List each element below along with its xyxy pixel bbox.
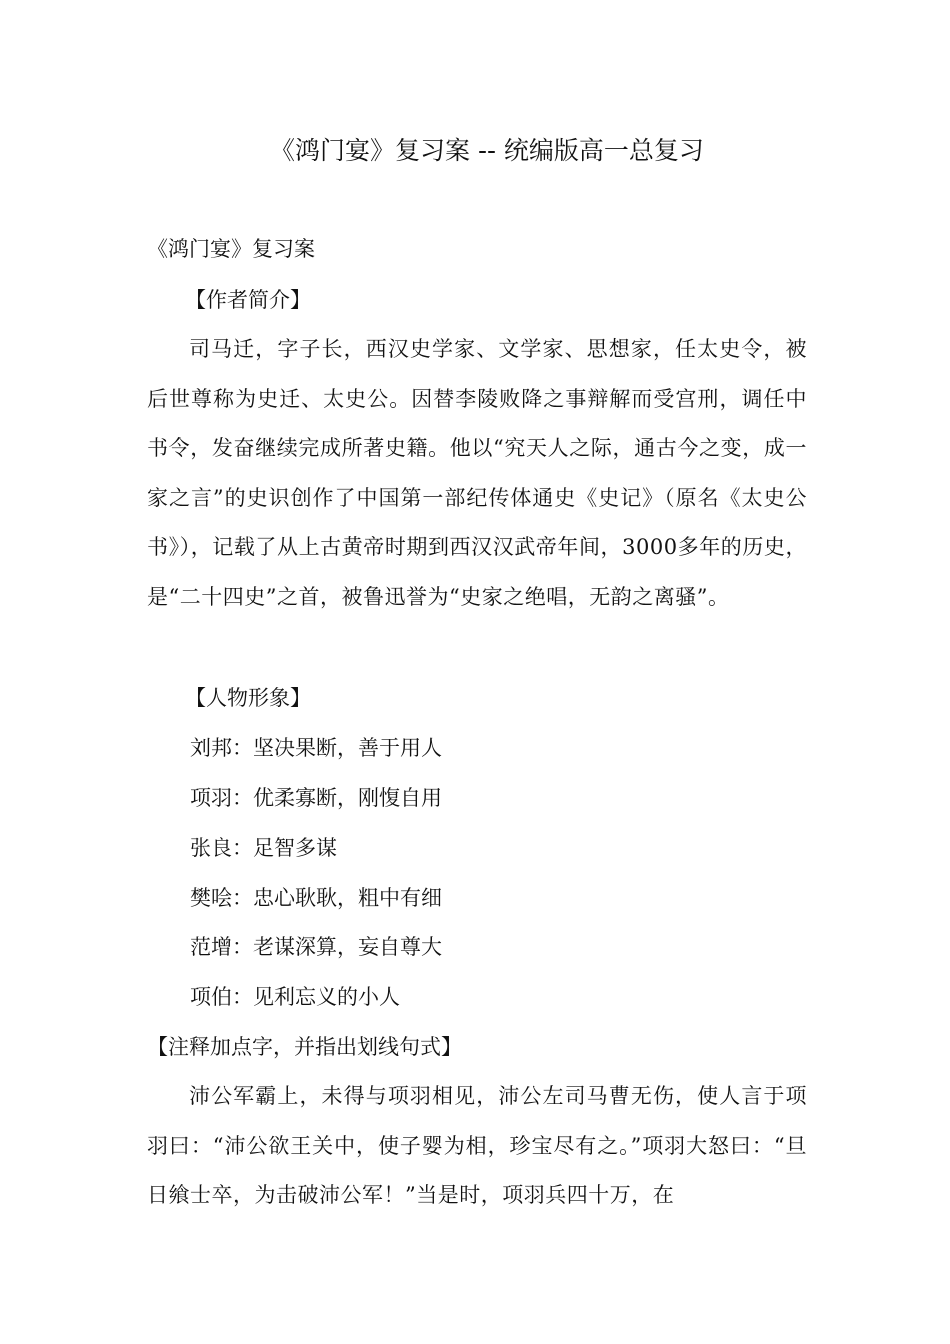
character-item: 樊哙：忠心耿耿，粗中有细 xyxy=(190,886,442,910)
author-paragraph: 司马迁，字子长，西汉史学家、文学家、思想家，任太史令，被后世尊称为史迁、太史公。因替李陵败降之事辩解而受宫刑，调任中书令，发奋继续完成所著史籍。他以“究天人之际，通古今之变，成一家之言”的史识创作了中国第一部纪传体通史《史记》（原名《太史公书》），记载了从上古黄帝时期到西汉汉武帝年间，3000多年的历史，是“二十四史”之首，被鲁迅誉为“史家之绝唱，无韵之离骚”。 xyxy=(147,337,807,609)
section-heading-characters: 【人物形象】 xyxy=(185,686,311,710)
passage-paragraph: 沛公军霸上，未得与项羽相见，沛公左司马曹无伤，使人言于项羽曰：“沛公欲王关中，使子婴为相，珍宝尽有之。”项羽大怒曰：“旦日飨士卒，为击破沛公军！”当是时，项羽兵四十万，在 xyxy=(147,1084,807,1208)
character-item: 刘邦：坚决果断，善于用人 xyxy=(190,736,442,760)
character-item: 范增：老谋深算，妄自尊大 xyxy=(190,935,442,959)
document-title: 《鸿门宴》复习案 -- 统编版高一总复习 xyxy=(270,136,704,165)
character-item: 张良：足智多谋 xyxy=(190,836,337,860)
section-heading-notes: 【注释加点字，并指出划线句式】 xyxy=(147,1035,462,1059)
document-subtitle: 《鸿门宴》复习案 xyxy=(147,237,315,261)
character-item: 项羽：优柔寡断，刚愎自用 xyxy=(190,786,442,810)
section-heading-author: 【作者简介】 xyxy=(185,288,311,312)
character-item: 项伯：见利忘义的小人 xyxy=(190,985,400,1009)
